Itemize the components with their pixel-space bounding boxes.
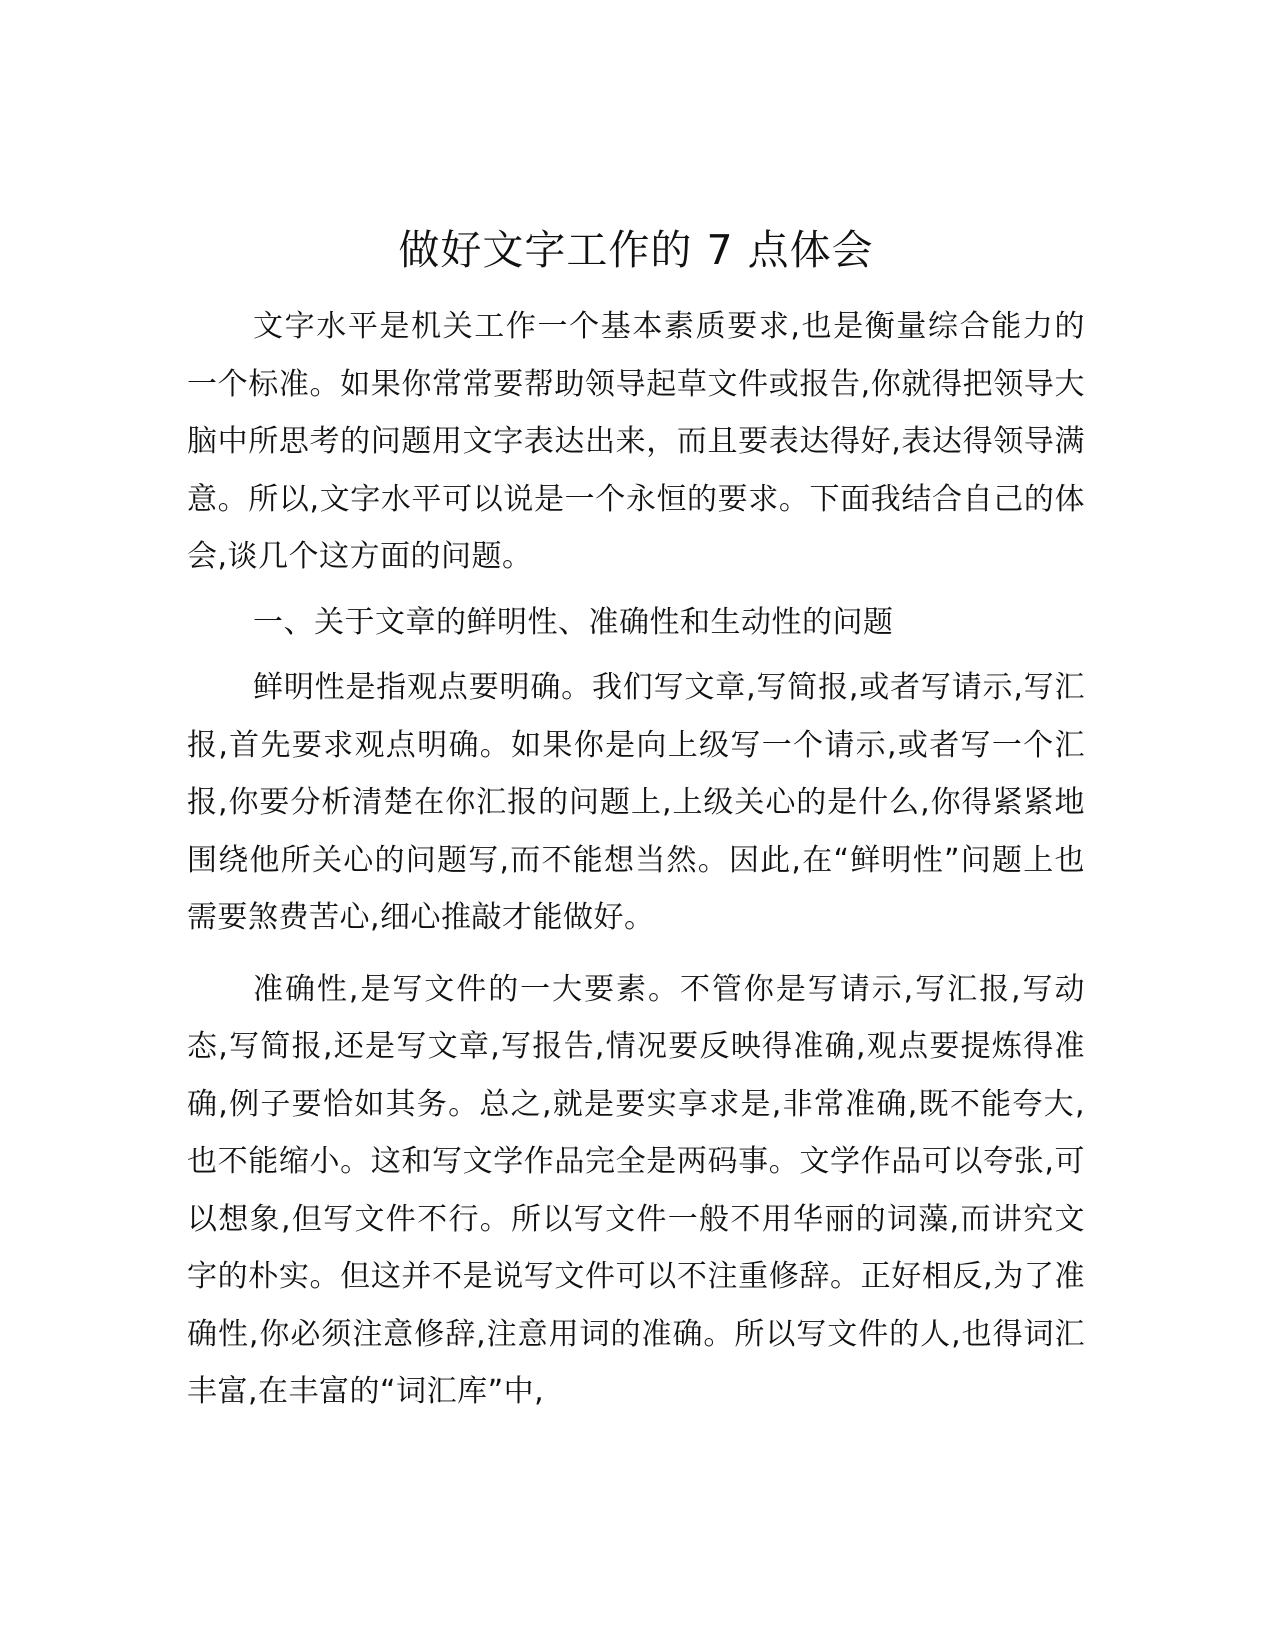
- section-heading-1: 一、关于文章的鲜明性、准确性和生动性的问题: [253, 604, 894, 640]
- document-body: [187, 222, 1085, 1421]
- paragraph-intro: 文字水平是机关工作一个基本素质要求,也是衡量综合能力的一个标准。如果你常常要帮助领导起草文件或报告,你就得把领导大脑中所思考的问题用文字表达出来，而且要表达得好,表达得领导满意。所以,文字水平可以说是一个永恒的要求。下面我结合自己的体会,谈几个这方面的问题。: [187, 309, 1085, 574]
- document-title: 做好文字工作的 7 点体会: [398, 226, 874, 274]
- paragraph-accuracy: 准确性,是写文件的一大要素。不管你是写请示,写汇报,写动态,写简报,还是写文章,写报告,情况要反映得准确,观点要提炼得准确,例子要恰如其务。总之,就是要实享求是,非常准确,既不能夸大,也不能缩小。这和写文学作品完全是两码事。文学作品可以夸张,可以想象,但写文件不行。所以写文件一般不用华丽的词藻,而讲究文字的朴实。但这并不是说写文件可以不注重修辞。正好相反,为了准确性,你必须注意修辞,注意用词的准确。所以写文件的人,也得词汇丰富,在丰富的“词汇库”中,: [187, 971, 1085, 1409]
- paragraph-clarity: 鲜明性是指观点要明确。我们写文章,写简报,或者写请示,写汇报,首先要求观点明确。如果你是向上级写一个请示,或者写一个汇报,你要分析清楚在你汇报的问题上,上级关心的是什么,你得紧紧地围绕他所关心的问题写,而不能想当然。因此,在“鲜明性”问题上也需要煞费苦心,细心推敲才能做好。: [187, 670, 1085, 935]
